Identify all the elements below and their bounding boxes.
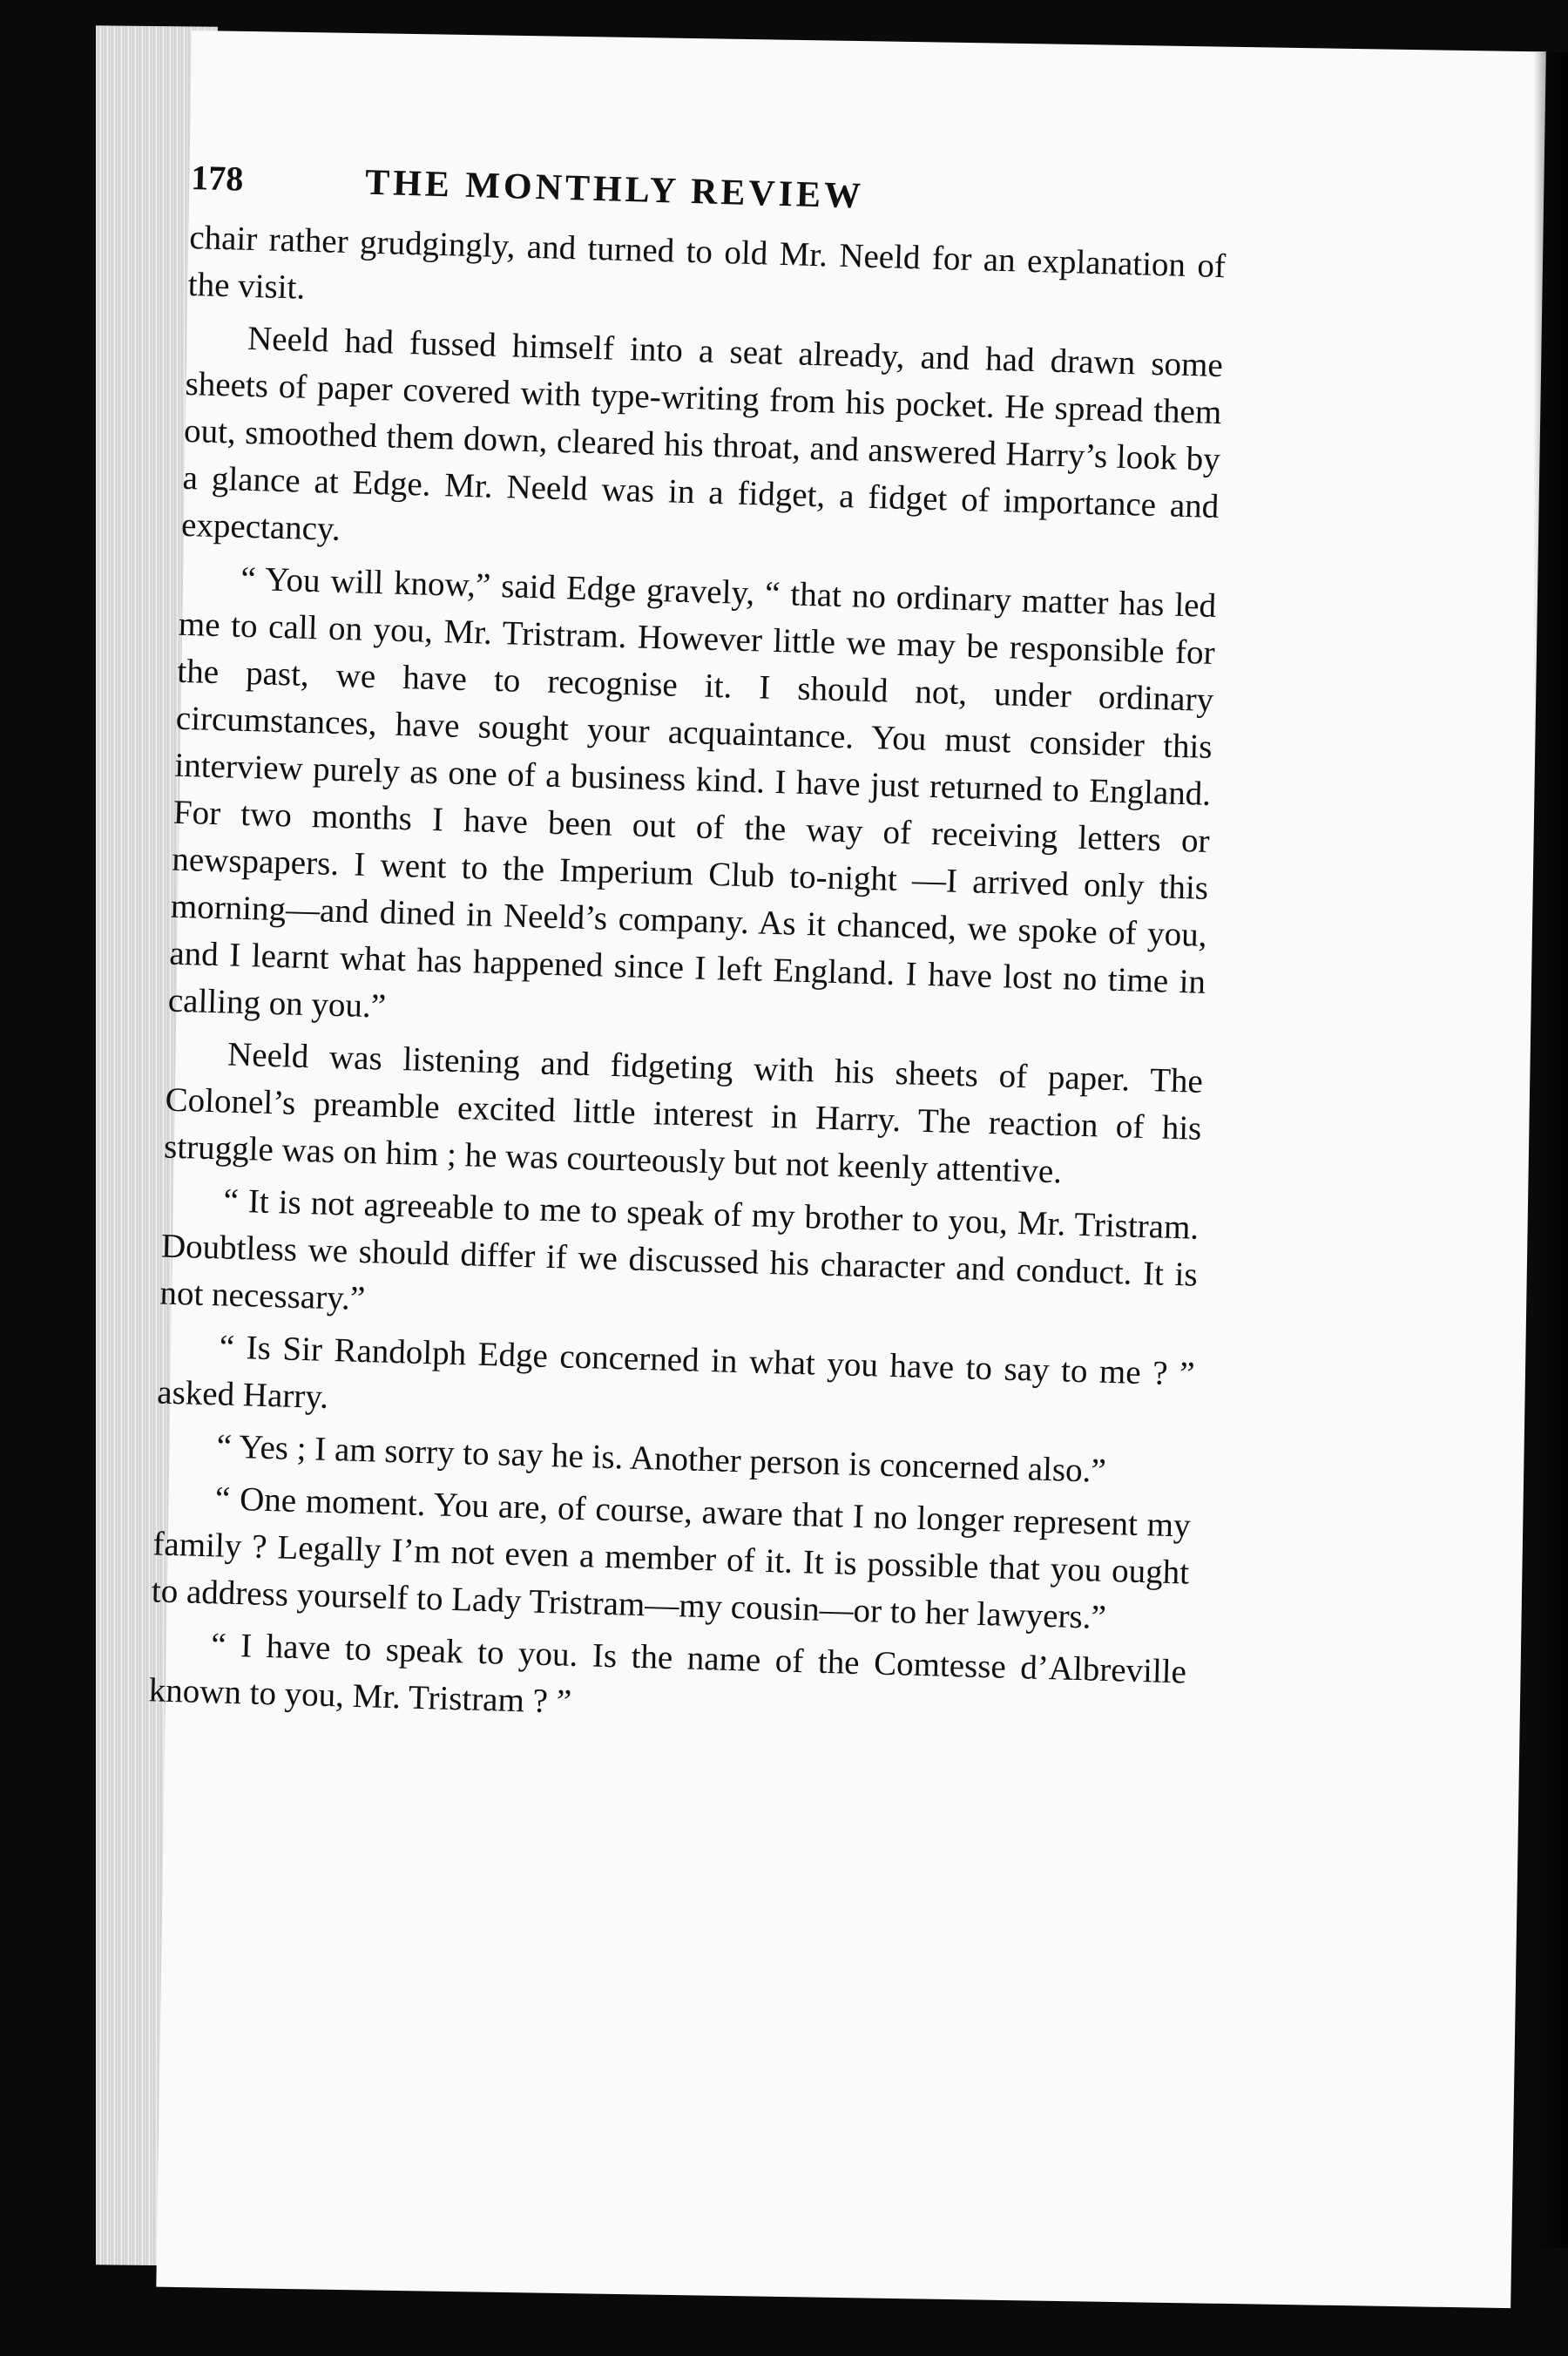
paragraph-9: “ I have to speak to you. Is the name of the Comtesse d’Albreville known to you, Mr. Tristram ? ” — [148, 1626, 1187, 1721]
paragraph-1: chair rather grudgingly, and turned to old Mr. Neeld for an explanation of the visit. — [187, 218, 1227, 307]
paragraph-8: “ One moment. You are, of course, aware that I no longer represent my family ? Legally I’m not even a member of it. It is possible that you ought to address yourself to Lady Tristram—my cousin—or to her lawyers.” — [151, 1479, 1192, 1636]
paragraph-6: “ Is Sir Randolph Edge concerned in what you have to say to me ? ” asked Harry. — [156, 1328, 1196, 1416]
page-content — [148, 157, 1228, 1749]
paragraph-5: “ It is not agreeable to me to speak of my brother to you, Mr. Tristram. Doubtless we should differ if we discussed his character and conduct. It is not necessary.” — [159, 1181, 1200, 1318]
page-number: 178 — [190, 157, 244, 199]
binding-shadow — [1533, 52, 1568, 2248]
paragraph-4: Neeld was listening and fidgeting with his sheets of paper. The Colonel’s preamble excited little interest in Harry. The reaction of his struggle was on him ; he was courteously but not keenly attentive. — [163, 1035, 1204, 1191]
running-head: THE MONTHLY REVIEW — [364, 162, 865, 217]
paragraph-7: “ Yes ; I am sorry to say he is. Another person is concerned also.” — [216, 1427, 1107, 1490]
paragraph-3: “ You will know,” said Edge gravely, “ that no ordinary matter has led me to call on you, Mr. Tristram. However little we may be responsible for the past, we have to recognise it. I should not, under ordinary circumstances, have sought your acquaintance. You must consider this interview purely as one of a business kind. I have just returned to England. For two months I have been out of the way of receiving letters or newspapers. I went to the Imperium Club to-night —I arrived only this morning—and dined in Neeld’s company. As it chanced, we spoke of you, and I learnt what has happened since I left England. I have lost no time in calling on you.” — [167, 559, 1217, 1026]
paragraph-2: Neeld had fussed himself into a seat already, and had drawn some sheets of paper covered with type-writing from his pocket. He spread them out, smoothed them down, cleared his throat, and answered Harry’s look by a glance at Edge. Mr. Neeld was in a fidget, a fidget of importance and expectancy. — [180, 319, 1224, 548]
